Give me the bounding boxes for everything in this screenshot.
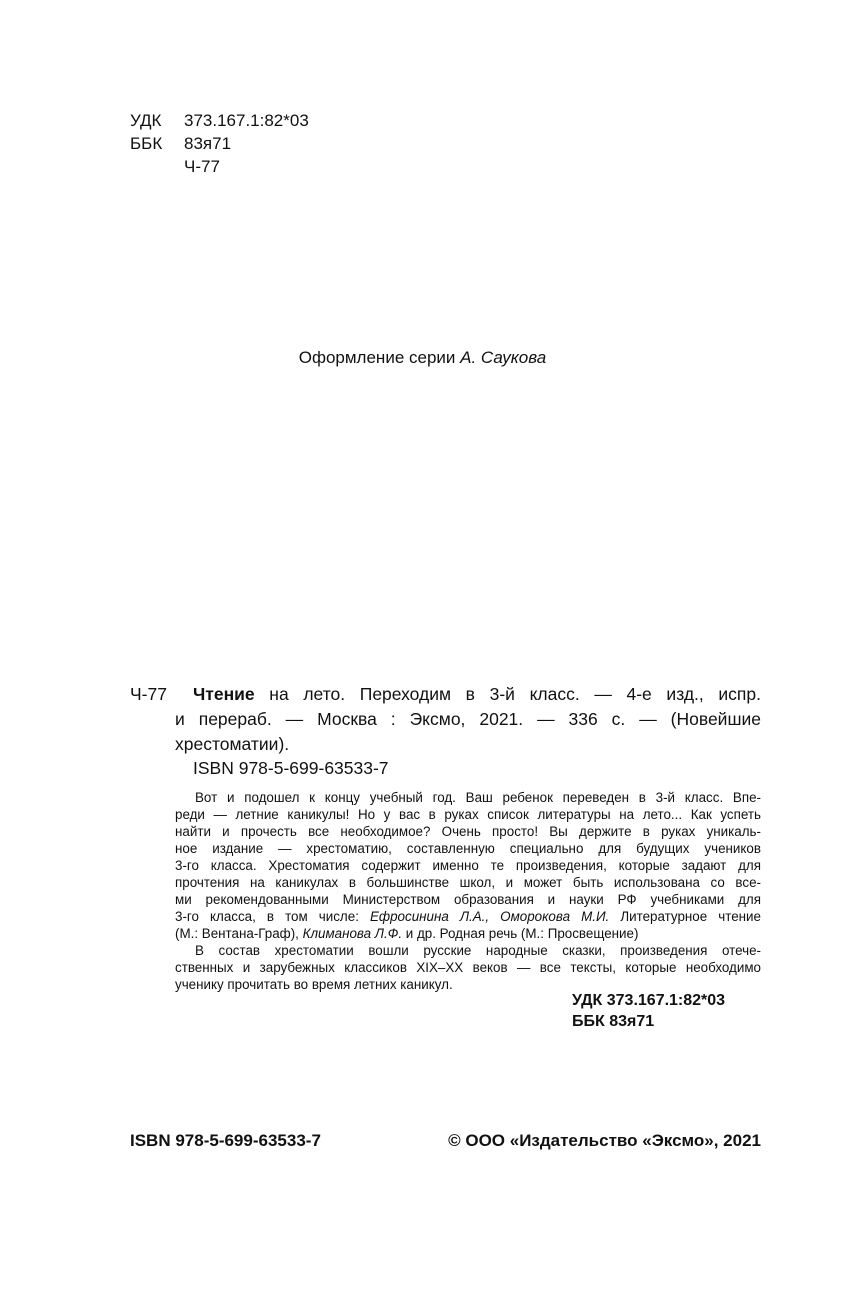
abstract-line-8 (175, 908, 761, 925)
abstract (175, 789, 761, 993)
footer-isbn: ISBN 978-5-699-63533-7 (130, 1131, 321, 1150)
abstract-line: 3-го класса. Хрестоматия содержит именно те произведения, которые задают для (175, 858, 761, 873)
abstract-text: 3-го класса, в том числе: (175, 909, 370, 924)
biblio-line-1 (193, 682, 761, 707)
book-title: Чтение (193, 684, 255, 704)
udk-value: 373.167.1:82*03 (184, 111, 309, 130)
abstract-authors-2: Климанова Л.Ф. (302, 926, 403, 941)
udk-row (130, 109, 430, 133)
abstract-line: В состав хрестоматии вошли русские народные сказки, произведения отече- (195, 943, 761, 958)
abstract-line: ми рекомендованными Министерством образования и науки РФ учебниками для (175, 892, 761, 907)
abstract-line: ное издание — хрестоматию, составленную специально для будущих учеников (175, 841, 761, 856)
abstract-line: Вот и подошел к концу учебный год. Ваш ребенок переведен в 3-й класс. Впе- (195, 790, 761, 805)
udk-label: УДК (130, 111, 162, 130)
header-index-block (130, 109, 430, 181)
abstract-line: ственных и зарубежных классиков XIX–XX веков — все тексты, которые необходимо (175, 960, 761, 975)
bottom-udk: УДК 373.167.1:82*03 (572, 992, 726, 1009)
bibliographic-description (193, 682, 761, 707)
author-mark-row (130, 155, 430, 179)
author-mark-bibliographic: Ч-77 (130, 684, 167, 704)
biblio-isbn: ISBN 978-5-699-63533-7 (193, 758, 389, 778)
abstract-line: реди — летние каникулы! Но у вас в руках список литературы на лето... Как успеть (175, 807, 761, 822)
abstract-text: (М.: Вентана-Граф), (175, 926, 303, 941)
bbk-value: 83я71 (184, 134, 232, 153)
abstract-text: Литературное чтение (609, 909, 761, 924)
abstract-line: найти и прочесть все необходимое? Очень просто! Вы держите в руках уникаль- (175, 824, 761, 839)
abstract-line: прочтения на каникулах в большинстве школ, и может быть использована со все- (175, 875, 761, 890)
series-designer-name: А. Саукова (460, 348, 547, 367)
abstract-authors-1: Ефросинина Л.А., Оморокова М.И. (369, 909, 610, 924)
abstract-line: ученику прочитать во время летних каникул. (175, 977, 453, 992)
bottom-index-block (572, 990, 725, 1032)
author-mark: Ч-77 (184, 157, 220, 176)
biblio-line-1-rest: на лето. Переходим в 3-й класс. — 4-е изд., испр. (254, 684, 761, 704)
bbk-row (130, 132, 430, 156)
series-design-credit (0, 348, 845, 368)
bottom-bbk: ББК 83я71 (572, 1013, 655, 1030)
bbk-label: ББК (130, 134, 163, 153)
biblio-line-2: и перераб. — Москва : Эксмо, 2021. — 336 с. — (Новейшие (175, 709, 761, 729)
biblio-continuation (175, 707, 761, 757)
abstract-line-9 (175, 925, 761, 942)
series-design-text: Оформление серии (298, 348, 456, 367)
biblio-line-3: хрестоматии). (175, 734, 290, 754)
abstract-text: и др. Родная речь (М.: Просвещение) (402, 926, 639, 941)
footer-copyright: © ООО «Издательство «Эксмо», 2021 (448, 1131, 761, 1150)
